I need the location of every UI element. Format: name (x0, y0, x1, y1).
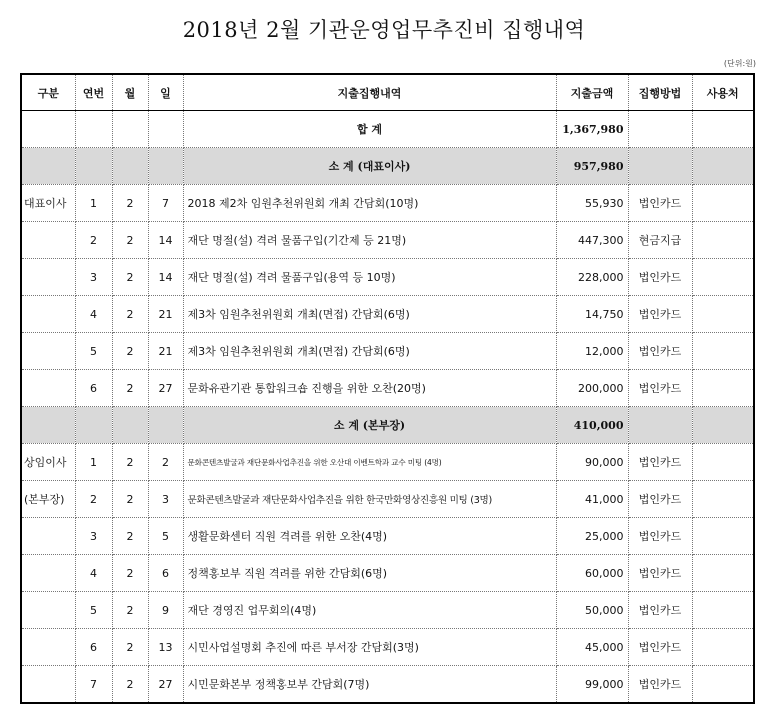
row-desc: 정책홍보부 직원 격려를 위한 간담회(6명) (183, 555, 556, 592)
row-no: 5 (75, 592, 112, 629)
row-desc: 시민문화본부 정책홍보부 간담회(7명) (183, 666, 556, 704)
row-place (692, 222, 754, 259)
row-desc: 재단 명절(설) 격려 물품구입(기간제 등 21명) (183, 222, 556, 259)
table-row (21, 333, 754, 370)
row-method: 법인카드 (628, 370, 692, 407)
row-no: 4 (75, 296, 112, 333)
row-place (692, 666, 754, 704)
unit-label: (단위:원) (723, 59, 756, 68)
row-day: 21 (148, 333, 183, 370)
row-method: 법인카드 (628, 481, 692, 518)
row-month: 2 (112, 555, 148, 592)
row-desc: 제3차 임원추천위원회 개최(면접) 간담회(6명) (183, 296, 556, 333)
row-amount: 228,000 (556, 259, 628, 296)
total-amount: 1,367,980 (556, 111, 628, 148)
row-amount: 41,000 (556, 481, 628, 518)
total-label: 합 계 (183, 111, 556, 148)
header-desc: 지출집행내역 (183, 74, 556, 111)
row-amount: 45,000 (556, 629, 628, 666)
table-row (21, 592, 754, 629)
table-row (21, 259, 754, 296)
subtotal-amount: 957,980 (556, 148, 628, 185)
row-month: 2 (112, 518, 148, 555)
row-method: 법인카드 (628, 666, 692, 704)
row-method: 법인카드 (628, 185, 692, 222)
row-amount: 99,000 (556, 666, 628, 704)
row-no: 1 (75, 185, 112, 222)
subtotal-label: 소 계 (대표이사) (183, 148, 556, 185)
subtotal-row (21, 407, 754, 444)
row-amount: 447,300 (556, 222, 628, 259)
row-day: 3 (148, 481, 183, 518)
row-day: 14 (148, 259, 183, 296)
table-row (21, 185, 754, 222)
row-no: 5 (75, 333, 112, 370)
row-desc: 문화유관기관 통합워크숍 진행을 위한 오찬(20명) (183, 370, 556, 407)
row-no: 6 (75, 629, 112, 666)
row-month: 2 (112, 666, 148, 704)
row-month: 2 (112, 296, 148, 333)
row-day: 27 (148, 370, 183, 407)
row-day: 5 (148, 518, 183, 555)
row-place (692, 185, 754, 222)
row-method: 법인카드 (628, 444, 692, 481)
row-amount: 25,000 (556, 518, 628, 555)
row-amount: 90,000 (556, 444, 628, 481)
gubun-cell (21, 222, 75, 259)
row-amount: 12,000 (556, 333, 628, 370)
row-place (692, 444, 754, 481)
table-row (21, 666, 754, 704)
row-place (692, 481, 754, 518)
row-month: 2 (112, 222, 148, 259)
row-month: 2 (112, 333, 148, 370)
page-title: 2018년 2월 기관운영업무추진비 집행내역 (182, 18, 586, 42)
row-day: 21 (148, 296, 183, 333)
gubun-cell (21, 333, 75, 370)
total-row (21, 111, 754, 148)
row-method: 법인카드 (628, 296, 692, 333)
row-desc: 문화콘텐츠발굴과 재단문화사업추진을 위한 한국만화영상진흥원 미팅 (3명) (183, 481, 556, 518)
header-amount: 지출금액 (556, 74, 628, 111)
row-amount: 60,000 (556, 555, 628, 592)
row-amount: 14,750 (556, 296, 628, 333)
row-place (692, 333, 754, 370)
row-place (692, 296, 754, 333)
gubun-cell (21, 296, 75, 333)
gubun-cell: 대표이사 (21, 185, 75, 222)
table-row (21, 555, 754, 592)
gubun-cell (21, 555, 75, 592)
row-month: 2 (112, 629, 148, 666)
row-day: 27 (148, 666, 183, 704)
header-month: 월 (112, 74, 148, 111)
expense-table (20, 73, 755, 704)
row-month: 2 (112, 185, 148, 222)
row-month: 2 (112, 481, 148, 518)
header-day: 일 (148, 74, 183, 111)
row-desc: 재단 경영진 업무회의(4명) (183, 592, 556, 629)
gubun-cell (21, 629, 75, 666)
row-no: 6 (75, 370, 112, 407)
header-no: 연번 (75, 74, 112, 111)
row-day: 2 (148, 444, 183, 481)
row-method: 법인카드 (628, 555, 692, 592)
row-amount: 200,000 (556, 370, 628, 407)
subtotal-row (21, 148, 754, 185)
header-method: 집행방법 (628, 74, 692, 111)
header-row (21, 74, 754, 111)
row-no: 2 (75, 222, 112, 259)
row-no: 2 (75, 481, 112, 518)
subtotal-label: 소 계 (본부장) (183, 407, 556, 444)
row-no: 1 (75, 444, 112, 481)
table-row (21, 370, 754, 407)
row-day: 6 (148, 555, 183, 592)
row-month: 2 (112, 370, 148, 407)
row-method: 현금지급 (628, 222, 692, 259)
row-desc: 시민사업설명회 추진에 따른 부서장 간담회(3명) (183, 629, 556, 666)
subtotal-amount: 410,000 (556, 407, 628, 444)
gubun-cell (21, 592, 75, 629)
table-row (21, 481, 754, 518)
row-desc: 2018 제2차 임원추천위원회 개최 간담회(10명) (183, 185, 556, 222)
row-no: 3 (75, 259, 112, 296)
gubun-cell: 상임이사 (21, 444, 75, 481)
row-method: 법인카드 (628, 518, 692, 555)
row-day: 13 (148, 629, 183, 666)
row-place (692, 555, 754, 592)
row-place (692, 592, 754, 629)
gubun-cell: (본부장) (21, 481, 75, 518)
row-method: 법인카드 (628, 629, 692, 666)
table-row (21, 296, 754, 333)
table-row (21, 629, 754, 666)
row-method: 법인카드 (628, 259, 692, 296)
gubun-cell (21, 518, 75, 555)
row-day: 7 (148, 185, 183, 222)
table-row (21, 518, 754, 555)
row-month: 2 (112, 444, 148, 481)
row-place (692, 370, 754, 407)
gubun-cell (21, 370, 75, 407)
row-month: 2 (112, 592, 148, 629)
row-month: 2 (112, 259, 148, 296)
row-no: 4 (75, 555, 112, 592)
row-desc: 문화콘텐츠발굴과 재단문화사업추진을 위한 오산대 이벤트학과 교수 미팅 (4명) (183, 444, 556, 481)
row-place (692, 259, 754, 296)
row-no: 7 (75, 666, 112, 704)
row-desc: 생활문화센터 직원 격려를 위한 오찬(4명) (183, 518, 556, 555)
row-place (692, 629, 754, 666)
row-amount: 50,000 (556, 592, 628, 629)
row-desc: 제3차 임원추천위원회 개최(면접) 간담회(6명) (183, 333, 556, 370)
row-method: 법인카드 (628, 592, 692, 629)
row-place (692, 518, 754, 555)
row-amount: 55,930 (556, 185, 628, 222)
row-no: 3 (75, 518, 112, 555)
table-row (21, 222, 754, 259)
header-gubun: 구분 (21, 74, 75, 111)
row-day: 14 (148, 222, 183, 259)
row-desc: 재단 명절(설) 격려 물품구입(용역 등 10명) (183, 259, 556, 296)
row-method: 법인카드 (628, 333, 692, 370)
header-place: 사용처 (692, 74, 754, 111)
gubun-cell (21, 259, 75, 296)
gubun-cell (21, 666, 75, 704)
table-row (21, 444, 754, 481)
row-day: 9 (148, 592, 183, 629)
